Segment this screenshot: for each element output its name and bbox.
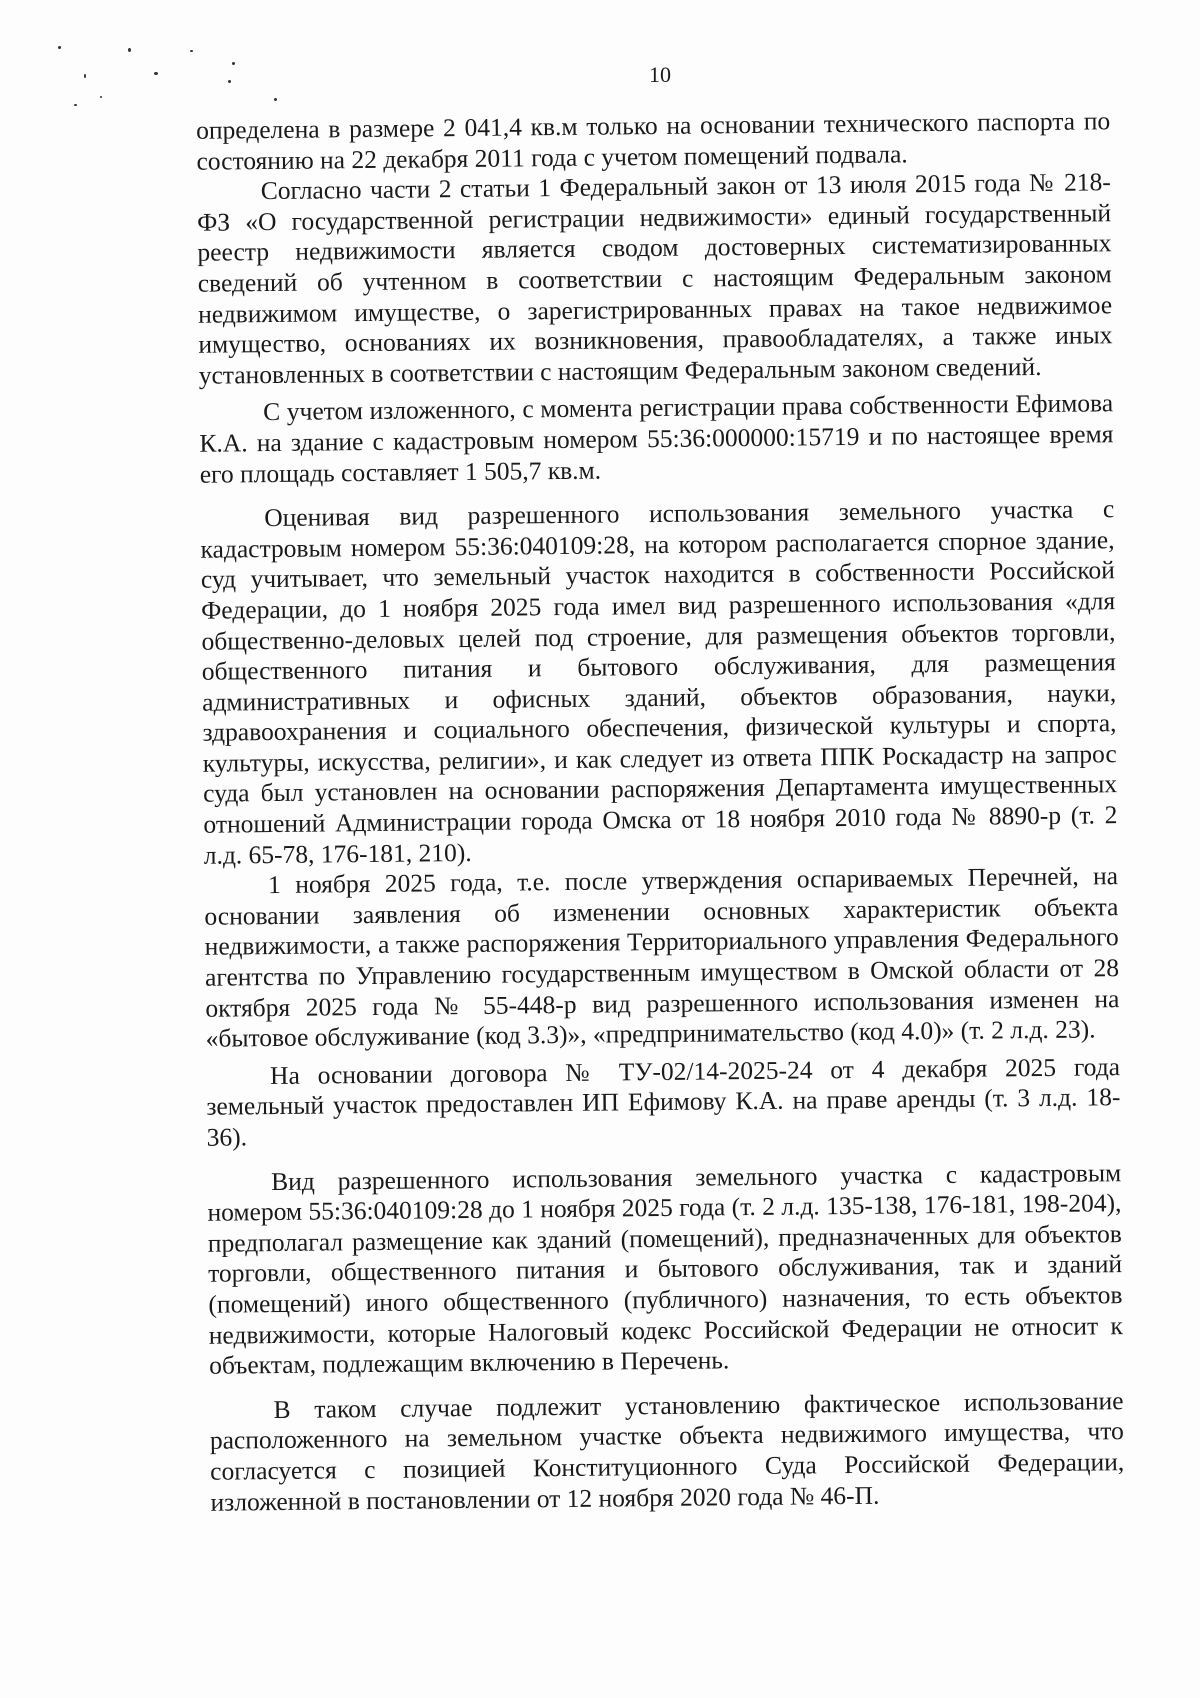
- paragraph-building-area: С учетом изложенного, с момента регистрации права собственности Ефимова К.А. на здание с кадастровым номером 55:36:000000:15719 и по настоящее время его площадь составляет 1 505,7 кв.м.: [199, 388, 1114, 489]
- paragraph-continuation: определена в размере 2 041,4 кв.м только на основании технического паспорта по состоянию на 22 декабря 2011 года с учетом помещений подвала.: [196, 106, 1111, 176]
- paragraph-actual-use: В таком случае подлежит установлению фактическое использование расположенного на земельном участке объекта недвижимого имущества, что согласуется с позицией Конституционного Суда Российской Федерации, изложенной в постановлении от 12 ноября 2020 года № 46-П.: [209, 1385, 1125, 1517]
- paragraph-land-use-assessment: Оценивая вид разрешенного использования земельного участка с кадастровым номером 55:36:040109:28, на котором располагается спорное здание, суд учитывает, что земельный участок находится в собственности Российской Федерации, до 1 ноября 2025 года имел вид разрешенного использования «для общественно-деловых целей под строение, для размещения объектов торговли, общественного питания и бытового обслуживания, для размещения административных и офисных зданий, объектов образования, науки, здравоохранения и социального обеспечения, физической культуры и спорта, культуры, искусства, религии», и как следует из ответа ППК Роскадастр на запрос суда был установлен на основании распоряжения Департамента имущественных отношений Администрации города Омска от 18 ноября 2010 года № 8890-р (т. 2 л.д. 65-78, 176-181, 210).: [200, 494, 1118, 870]
- paragraph-land-use-change: 1 ноября 2025 года, т.е. после утверждения оспариваемых Перечней, на основании заявления об изменении основных характеристик объекта недвижимости, а также распоряжения Территориального управления Федерального агентства по Управлению государственным имуществом в Омской области от 28 октября 2025 года № 55-448-р вид разрешенного использования изменен на «бытовое обслуживание (код 3.3)», «предпринимательство (код 4.0)» (т. 2 л.д. 23).: [204, 861, 1120, 1053]
- paragraph-lease-agreement: На основании договора № ТУ-02/14-2025-24 от 4 декабря 2025 года земельный участок предоставлен ИП Ефимову К.А. на праве аренды (т. 3 л.д. 18-36).: [206, 1051, 1121, 1152]
- paragraph-permitted-use: Вид разрешенного использования земельного участка с кадастровым номером 55:36:040109:28 до 1 ноября 2025 года (т. 2 л.д. 135-138, 176-181, 198-204), предполагал размещение как зданий (помещений), предназначенных для объектов торговли, общественного питания и бытового обслуживания, так и зданий (помещений) иного общественного (публичного) назначения, то есть объектов недвижимости, которые Налоговый кодекс Российской Федерации не относит к объектам, подлежащим включению в Перечень.: [207, 1157, 1123, 1380]
- page-number: 10: [649, 62, 671, 87]
- document-body: [196, 106, 1125, 1525]
- paragraph-registry-law: Согласно части 2 статьи 1 Федеральный закон от 13 июля 2015 года № 218-ФЗ «О государственной регистрации недвижимости» единый государственный реестр недвижимости является сводом достоверных систематизированных сведений об учтенном в соответствии с настоящим Федеральным законом недвижимом имуществе, о зарегистрированных правах на такое недвижимое имущество, основаниях их возникновения, правообладателях, а также иных установленных в соответствии с настоящим Федеральным законом сведений.: [196, 167, 1113, 390]
